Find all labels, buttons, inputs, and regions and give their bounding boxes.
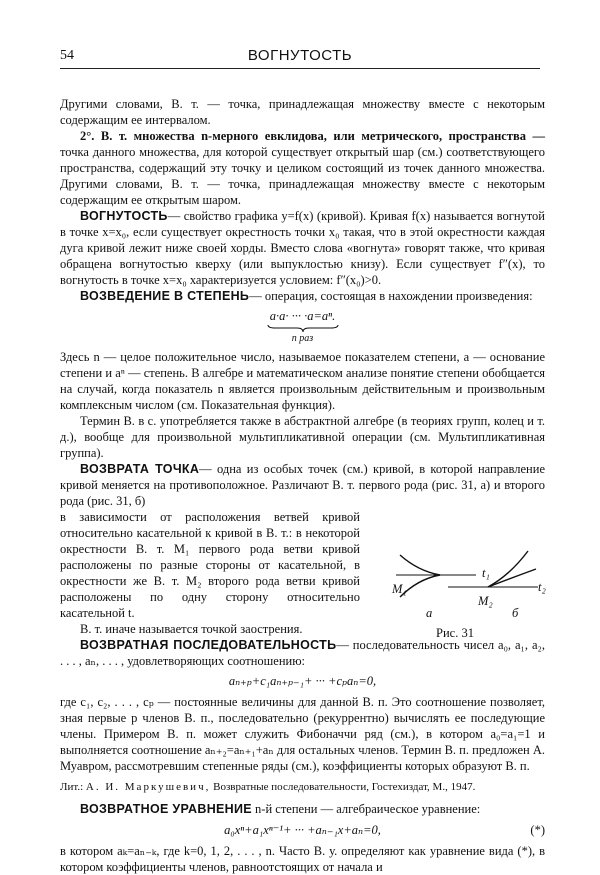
label-m1: M₁ — [392, 582, 407, 596]
uravn-text: n-й степени — алгебраическое уравнение: — [255, 802, 481, 816]
paragraph-power-explanation: Здесь n — целое положительное число, называемое показателем степени, a — основание степени и aⁿ — степень. В алгебре и математическом анализе понятие степени обобщается на случай, когда показатель n является произвольным действительным и произвольным комплексным числом (см. Показательная функция). — [60, 350, 545, 412]
page-content — [60, 96, 545, 875]
branch-2b — [488, 569, 536, 587]
entry-vognutost — [60, 208, 545, 288]
cusp-diagram — [378, 505, 548, 625]
reciprocal-equation — [60, 822, 545, 838]
running-head — [60, 48, 540, 69]
power-formula — [60, 308, 545, 345]
recurrence-formula: aₙ₊ₚ+c₁aₙ₊ₚ₋₁+ ··· +cₚaₙ=0, — [228, 674, 377, 688]
page-number: 54 — [60, 48, 74, 63]
vozvedenie-text: — операция, состоящая в нахождении произведения: — [249, 289, 533, 303]
term-vognutost: ВОГНУТОСТЬ — [80, 209, 168, 223]
entry-uravn — [60, 801, 545, 817]
lit-prefix: Лит.: — [60, 781, 84, 793]
paragraph-power-algebra: Термин В. в с. употребляется также в абстрактной алгебре (в теориях групп, колец и т. д.), вообще для произвольной мультипликативной операции (см. Мультипликативная группа). — [60, 414, 545, 460]
term-posl: ВОЗВРАТНАЯ ПОСЛЕДОВАТЕЛЬНОСТЬ — [80, 638, 337, 652]
lit-author: А. И. Маркушевич, — [85, 781, 211, 793]
vognutost-text: — свойство графика y=f(x) (кривой). Кривая f(x) называется вогнутой в точке x=x₀, если существует окрестность точки x₀ такая, что в этой окрестности каждая дуга кривой лежит ниже своей хорды. Вместо слова «вогнута» говорят также, что кривая обращена вогнутостью кверху (или выпуклостью книзу). Если существует f″(x), то вогнутость в точке x=x₀ характеризуется условием: f″(x₀)>0. — [60, 209, 545, 287]
label-t1: t₁ — [482, 566, 490, 580]
entry-vozvedenie — [60, 288, 545, 304]
vozvrata-intro — [60, 461, 545, 509]
label-b: б — [512, 606, 519, 620]
metric-space-text: точка данного множества, для которой существует открытый шар (см.) соответствующего пространства, содержащий эту точку и целиком состоящий из точек данного множества. Другими словами, В. т. — точка, принадлежащая множеству вместе с некоторым содержащим ее открытым шаром. — [60, 145, 545, 207]
branch-1a — [400, 555, 440, 575]
power-formula-expression: a·a· ··· ·a=aⁿ. — [269, 309, 336, 323]
paragraph-recurrence-explanation: где c₁, c₂, . . . , cₚ — постоянные величины для данной В. п. Это соотношение позволяет, зная первые p членов В. п., последовательно (рекуррентно) вычислять ее последующие члены. Примером В. п. может служить Фибоначчи ряд (см.), в котором a₀=a₁=1 и выполняется соотношение aₙ₊₂=aₙ₊₁+aₙ для остальных членов. Термин В. п. предложен А. Муавром, рассмотревшим степенные ряды (см.), коэффициенты которых образуют В. п. — [60, 695, 545, 773]
vozvrata-text: — одна из особых точек (см.) кривой, в которой направление кривой меняется на противоположное. Различают В. т. первого рода (рис. 31, а) и второго рода (рис. 31, б) — [60, 462, 545, 508]
branch-2a — [488, 551, 528, 587]
figure-31 — [378, 505, 548, 655]
literature-reference — [60, 780, 545, 795]
term-uravn: ВОЗВРАТНОЕ УРАВНЕНИЕ — [80, 802, 252, 816]
metric-space-heading: В. т. множества n-мерного евклидова, или метрического, пространства — — [100, 129, 545, 143]
power-formula-count: n раз — [291, 333, 314, 344]
reciprocal-equation-formula: a₀xⁿ+a₁xⁿ⁻¹+ ··· +aₙ₋₁x+aₙ=0, — [224, 823, 381, 837]
figure-caption: Рис. 31 — [436, 626, 474, 640]
paragraph-intro: Другими словами, В. т. — точка, принадлежащая множеству вместе с некоторым содержащим ее интервалом. — [60, 97, 545, 127]
posl-text: — последовательность чисел a₀, a₁, a₂, . . . , aₙ, . . . , удовлетворяющих соотношению: — [60, 638, 545, 668]
label-a: а — [426, 606, 433, 620]
vozvrata-text-beside-figure: в зависимости от расположения ветвей кривой относительно касательной к кривой в В. т.: в некоторой окрестности В. т. M₁ первого рода ветви кривой расположены по разные стороны от касательной, в окрестности же В. т. M₂ второго рода ветви кривой расположены по одну сторону относительно касательной t. — [60, 510, 360, 620]
section-number: 2°. — [80, 129, 95, 143]
label-t2: t₂ — [538, 580, 546, 594]
term-vozvrata: ВОЗВРАТА ТОЧКА — [80, 462, 200, 476]
paragraph-metric-space — [60, 128, 545, 208]
label-m2: M₂ — [478, 594, 493, 608]
underbrace-icon — [267, 324, 339, 333]
term-vozvedenie: ВОЗВЕДЕНИЕ В СТЕПЕНЬ — [80, 289, 250, 303]
equation-tag: (*) — [530, 823, 545, 837]
page-title: ВОГНУТОСТЬ — [247, 47, 353, 64]
lit-title: Возвратные последовательности, Гостехиздат, М., 1947. — [213, 781, 476, 793]
paragraph-zaostrenie: В. т. иначе называется точкой заострения. — [80, 622, 303, 636]
paragraph-reciprocal-explanation: в котором aₖ=aₙ₋ₖ, где k=0, 1, 2, . . . , n. Часто В. у. определяют как уравнение вида (*), в котором коэффициенты членов, равноотстоящих от начала и — [60, 844, 545, 874]
